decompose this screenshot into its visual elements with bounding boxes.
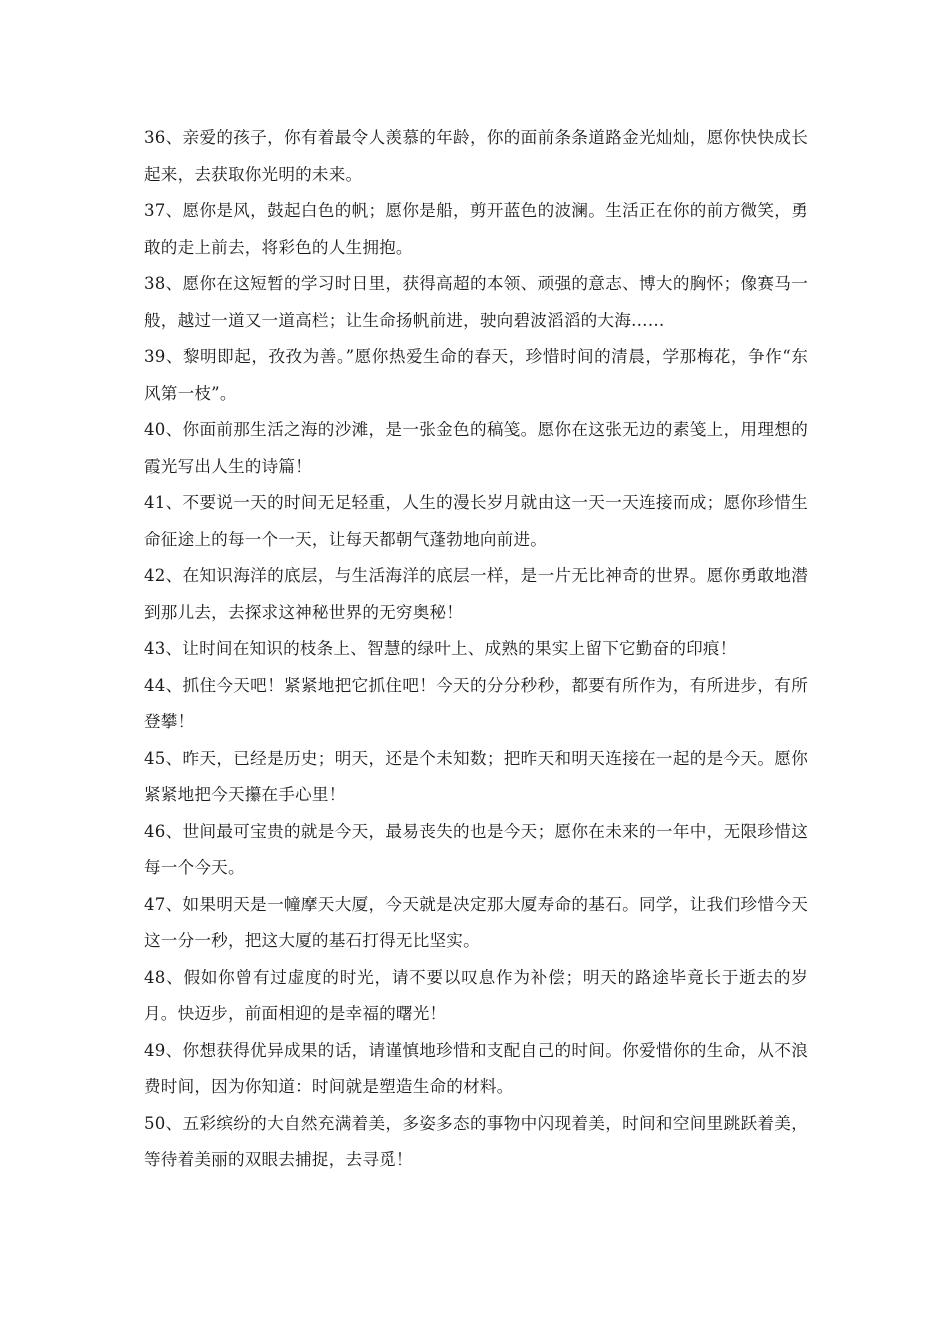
paragraph-44: 44、抓住今天吧！紧紧地把它抓住吧！今天的分分秒秒，都要有所作为，有所进步，有所登攀！ — [144, 675, 808, 731]
paragraph-47: 47、如果明天是一幢摩天大厦，今天就是决定那大厦寿命的基石。同学，让我们珍惜今天这一分一秒，把这大厦的基石打得无比坚实。 — [144, 894, 808, 950]
paragraph-48: 48、假如你曾有过虚度的时光，请不要以叹息作为补偿；明天的路途毕竟长于逝去的岁月。快迈步，前面相迎的是幸福的曙光！ — [144, 967, 808, 1023]
paragraph-42: 42、在知识海洋的底层，与生活海洋的底层一样，是一片无比神奇的世界。愿你勇敢地潜到那儿去，去探求这神秘世界的无穷奥秘！ — [144, 566, 808, 622]
paragraph-41: 41、不要说一天的时间无足轻重，人生的漫长岁月就由这一天一天连接而成；愿你珍惜生命征途上的每一个一天，让每天都朝气蓬勃地向前进。 — [144, 493, 808, 549]
paragraph-40: 40、你面前那生活之海的沙滩，是一张金色的稿笺。愿你在这张无边的素笺上，用理想的霞光写出人生的诗篇！ — [144, 420, 808, 476]
paragraph-49: 49、你想获得优异成果的话，请谨慎地珍惜和支配自己的时间。你爱惜你的生命，从不浪费时间，因为你知道：时间就是塑造生命的材料。 — [144, 1040, 808, 1096]
paragraph-46: 46、世间最可宝贵的就是今天，最易丧失的也是今天；愿你在未来的一年中，无限珍惜这每一个今天。 — [144, 821, 808, 877]
paragraph-50: 50、五彩缤纷的大自然充满着美，多姿多态的事物中闪现着美，时间和空间里跳跃着美，等待着美丽的双眼去捕捉，去寻觅！ — [144, 1113, 808, 1169]
paragraph-38: 38、愿你在这短暂的学习时日里，获得高超的本领、顽强的意志、博大的胸怀；像赛马一般，越过一道又一道高栏；让生命扬帆前进，驶向碧波滔滔的大海…… — [144, 274, 808, 330]
paragraph-36: 36、亲爱的孩子，你有着最令人羡慕的年龄，你的面前条条道路金光灿灿，愿你快快成长起来，去获取你光明的未来。 — [144, 128, 808, 184]
paragraph-39: 39、黎明即起，孜孜为善。”愿你热爱生命的春天，珍惜时间的清晨，学那梅花，争作“东风第一枝”。 — [144, 347, 808, 403]
paragraph-37: 37、愿你是风，鼓起白色的帆；愿你是船，剪开蓝色的波澜。生活正在你的前方微笑，勇敢的走上前去，将彩色的人生拥抱。 — [144, 201, 808, 257]
document-body — [144, 120, 808, 1179]
paragraph-43: 43、让时间在知识的枝条上、智慧的绿叶上、成熟的果实上留下它勤奋的印痕！ — [144, 639, 737, 658]
paragraph-45: 45、昨天，已经是历史；明天，还是个未知数；把昨天和明天连接在一起的是今天。愿你紧紧地把今天攥在手心里！ — [144, 748, 808, 804]
